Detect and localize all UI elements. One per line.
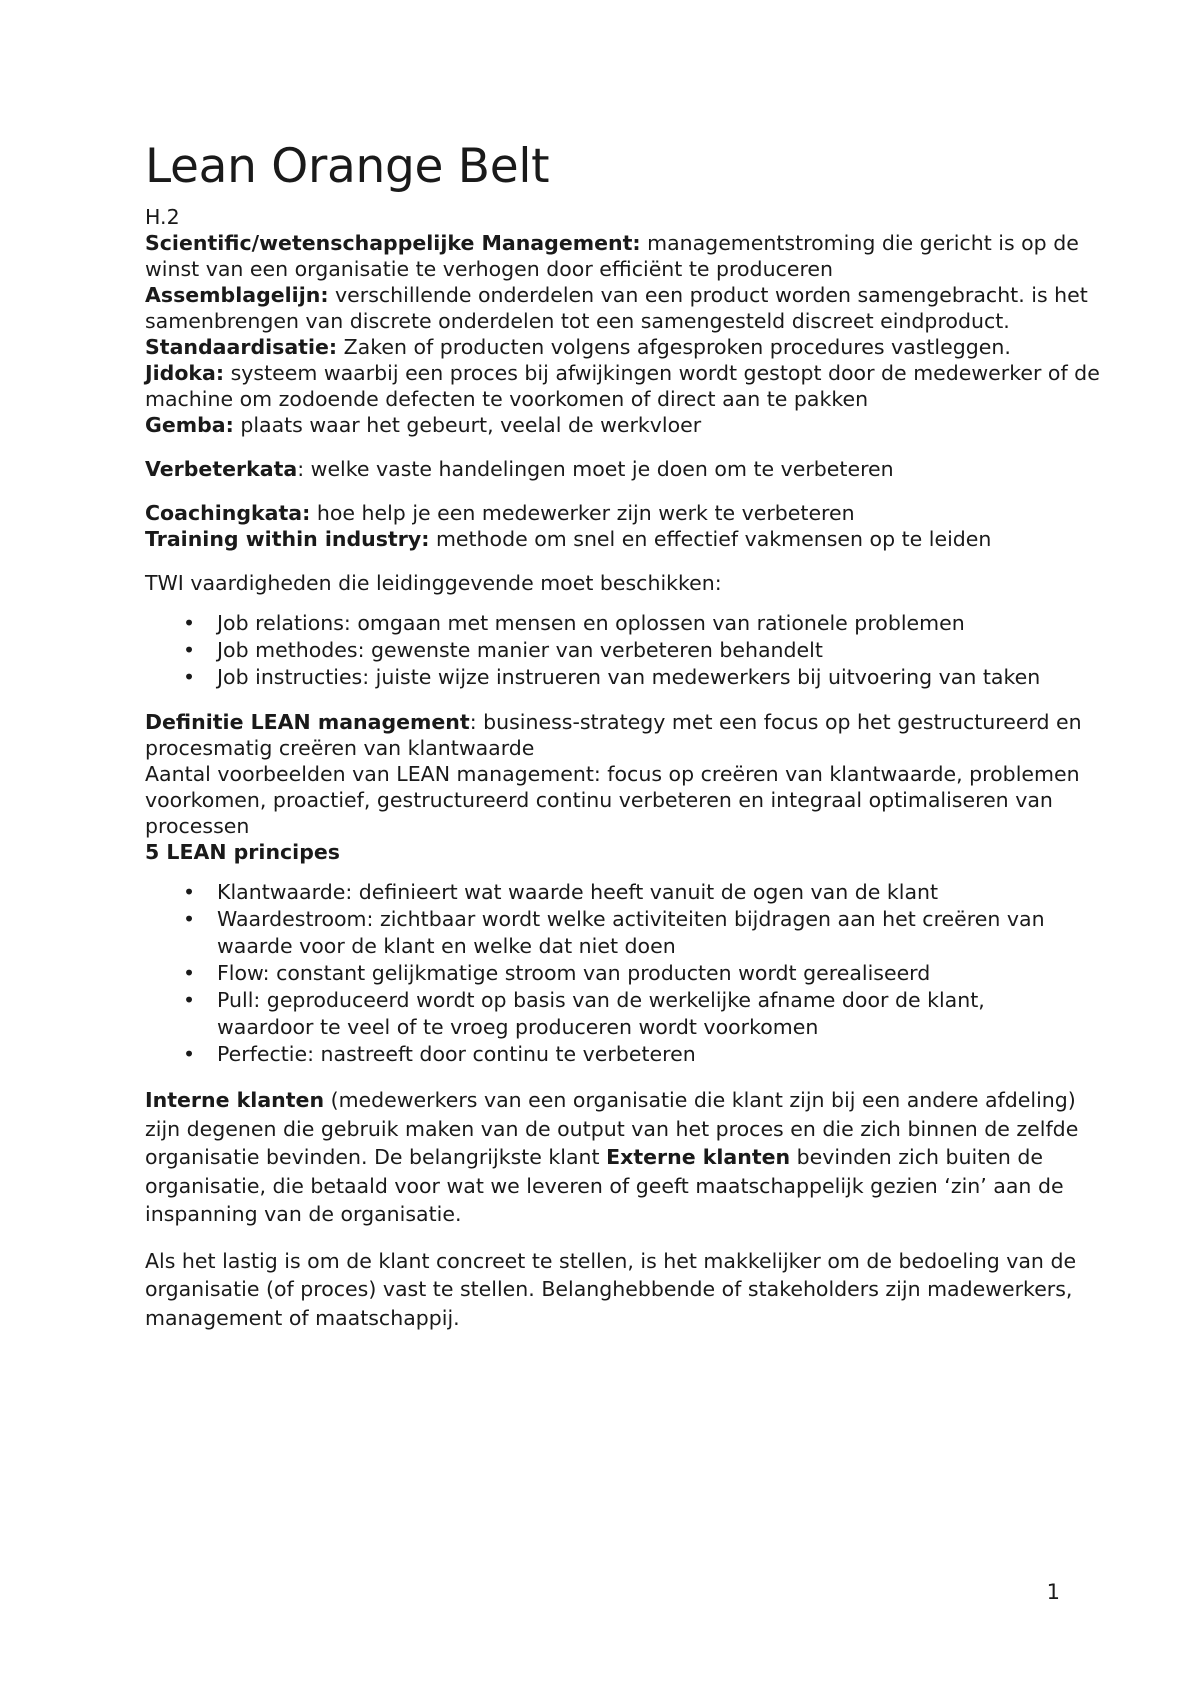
definition-coachingkata [145, 500, 1100, 526]
definition-assemblagelijn [145, 282, 1100, 334]
page-number: 1 [1046, 1580, 1060, 1604]
definition-standaardisatie [145, 334, 1100, 360]
definition-term: Verbeterkata [145, 457, 298, 482]
definition-text: plaats waar het gebeurt, veelal de werkvloer [233, 413, 702, 438]
definition-term: Scientific/wetenschappelijke Management: [145, 231, 641, 256]
definition-term: Training within industry: [145, 527, 430, 552]
definition-gemba [145, 412, 1100, 438]
definition-verbeterkata [145, 456, 1100, 482]
list-item: • Pull: geproduceerd wordt op basis van de werkelijke afname door de klant, waardoor te veel of te vroeg produceren wordt voorkomen [217, 987, 1100, 1041]
definition-text: verschillende onderdelen van een product worden samengebracht. is het samenbrengen van discrete onderdelen tot een samengesteld discreet eindproduct. [145, 283, 1088, 334]
definition-text: : welke vaste handelingen moet je doen om te verbeteren [297, 457, 894, 482]
list-item: • Job methodes: gewenste manier van verbeteren behandelt [217, 637, 1100, 664]
definition-term: Coachingkata: [145, 501, 311, 526]
paragraph-text: (medewerkers van een organisatie die klant zijn bij een andere afdeling) zijn degenen die gebruik maken van de output van het proces en die zich binnen de zelfde organisatie bevinden. De belangrijkste klant [145, 1088, 1079, 1170]
term-externe-klanten: Externe klanten [606, 1145, 791, 1170]
list-item: • Perfectie: nastreeft door continu te verbeteren [217, 1041, 1100, 1068]
definition-term: Definitie LEAN management [145, 710, 470, 735]
list-item: • Flow: constant gelijkmatige stroom van producten wordt gerealiseerd [217, 960, 1100, 987]
definition-text: systeem waarbij een proces bij afwijkingen wordt gestopt door de medewerker of de machine om zodoende defecten te voorkomen of direct aan te pakken [145, 361, 1100, 412]
definition-text: managementstroming die gericht is op de winst van een organisatie te verhogen door efficiënt te produceren [145, 231, 1079, 282]
principles-heading [145, 839, 1100, 865]
list-item: • Job relations: omgaan met mensen en oplossen van rationele problemen [217, 610, 1100, 637]
definition-term: Gemba: [145, 413, 234, 438]
definition-lean-management [145, 709, 1100, 761]
definition-text: methode om snel en effectief vakmensen op te leiden [429, 527, 992, 552]
twi-skills-list [145, 610, 1100, 691]
definition-text: : business-strategy met een focus op het gestructureerd en procesmatig creëren van klantwaarde [145, 710, 1082, 761]
term-interne-klanten: Interne klanten [145, 1088, 325, 1113]
customers-paragraph [145, 1086, 1100, 1229]
principles-heading-text: 5 LEAN principes [145, 840, 340, 865]
document-title: Lean Orange Belt [145, 139, 550, 194]
definition-term: Standaardisatie: [145, 335, 338, 360]
definition-twi [145, 526, 1100, 552]
paragraph-text: bevinden zich buiten de organisatie, die betaald voor wat we leveren of geeft maatschappelijk gezien ‘zin’ aan de inspanning van de organisatie. [145, 1145, 1064, 1227]
definition-scientific-management [145, 230, 1100, 282]
definition-text: hoe help je een medewerker zijn werk te verbeteren [310, 501, 855, 526]
list-item: • Klantwaarde: definieert wat waarde heeft vanuit de ogen van de klant [217, 879, 1100, 906]
twi-intro: TWI vaardigheden die leidinggevende moet beschikken: [145, 571, 722, 596]
chapter-label: H.2 [145, 205, 180, 230]
closing-paragraph: Als het lastig is om de klant concreet te stellen, is het makkelijker om de bedoeling van de organisatie (of proces) vast te stellen. Belanghebbende of stakeholders zijn madewerkers, management of maatschappij. [145, 1248, 1077, 1330]
list-item: • Waardestroom: zichtbaar wordt welke activiteiten bijdragen aan het creëren van waarde voor de klant en welke dat niet doen [217, 906, 1100, 960]
definition-term: Jidoka: [145, 361, 225, 386]
definition-text: Zaken of producten volgens afgesproken procedures vastleggen. [337, 335, 1011, 360]
document-body [145, 204, 1100, 1332]
definition-jidoka [145, 360, 1100, 412]
list-item: • Job instructies: juiste wijze instrueren van medewerkers bij uitvoering van taken [217, 664, 1100, 691]
lean-principles-list [145, 879, 1100, 1068]
definition-term: Assemblagelijn: [145, 283, 329, 308]
lean-examples: Aantal voorbeelden van LEAN management: focus op creëren van klantwaarde, problemen voorkomen, proactief, gestructureerd continu verbeteren en integraal optimaliseren van processen [145, 762, 1080, 839]
